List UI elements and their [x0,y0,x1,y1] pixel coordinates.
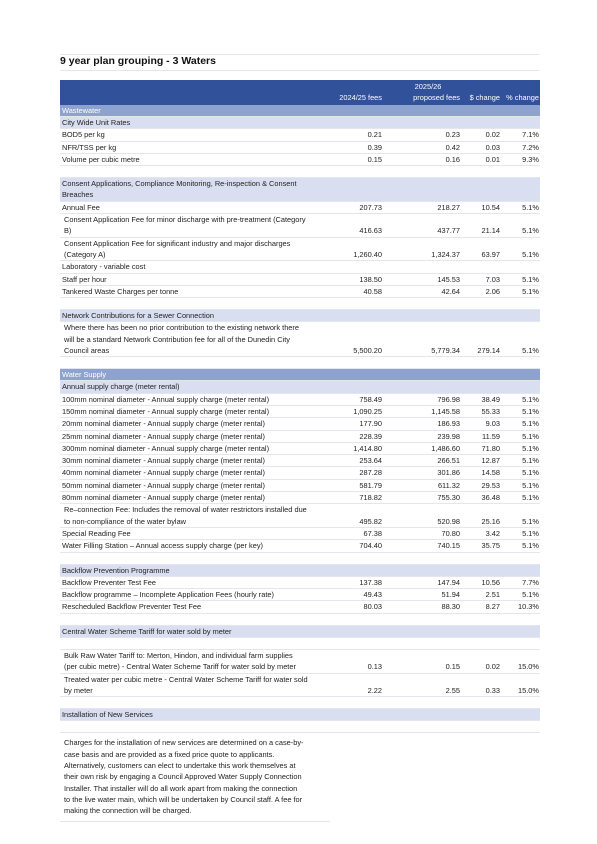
row-description: 30mm nominal diameter - Annual supply charge (meter rental) [62,456,265,466]
row-dollar-change: 0.33 [485,685,500,695]
row-2024-fee: 287.28 [359,468,382,478]
table-row [60,504,540,528]
row-description: Rescheduled Backflow Preventer Test Fee [62,602,202,612]
table-row [60,154,540,166]
subheading-installation: Installation of New Services [60,709,540,721]
page-title: 9 year plan grouping - 3 Waters [60,55,216,67]
row-spacer [60,166,540,178]
table-row [60,492,540,504]
row-dollar-change: 12.87 [481,456,500,466]
row-description-line3: Council areas [64,346,110,356]
table-row [60,480,540,492]
row-dollar-change: 0.02 [485,662,500,672]
row-dollar-change: 279.14 [477,346,500,356]
table-header [60,80,540,105]
row-spacer [60,553,540,565]
table-row [60,274,540,286]
row-2024-fee: 0.15 [367,154,382,164]
row-description [60,650,330,673]
row-percent-change: 7.2% [522,142,539,152]
table-row [60,528,540,540]
row-description: 40mm nominal diameter - Annual supply charge (meter rental) [62,468,265,478]
section-band-water-supply: Water Supply [60,369,540,381]
subheading-consent [60,178,540,202]
row-description: Staff per hour [62,274,107,284]
table-row [60,650,540,674]
row-description-line1: Treated water per cubic metre - Central Water Scheme Tariff for water sold [64,674,308,684]
row-2024-fee: 2.22 [367,685,382,695]
subheading-central-water: Central Water Scheme Tariff for water sold by meter [60,626,540,638]
row-percent-change: 5.1% [522,419,539,429]
row-description: Backflow Preventer Test Fee [62,577,156,587]
row-2025-fee: 0.42 [445,142,460,152]
row-2024-fee: 67.38 [363,528,382,538]
row-percent-change: 5.1% [522,226,539,236]
row-percent-change: 5.1% [522,516,539,526]
row-description: 100mm nominal diameter - Annual supply charge (meter rental) [62,394,270,404]
subheading-annual-supply: Annual supply charge (meter rental) [60,381,540,393]
table-row [60,202,540,214]
row-2025-fee: 218.27 [437,202,460,212]
row-description-line1: Re–connection Fee: Includes the removal of water restrictors installed due [64,505,307,515]
subheading-backflow: Backflow Prevention Programme [60,565,540,577]
row-2024-fee: 253.64 [359,456,382,466]
row-percent-change: 5.1% [522,431,539,441]
row-2024-fee: 177.90 [359,419,382,429]
row-spacer [60,697,540,709]
row-percent-change: 5.1% [522,394,539,404]
row-description: 80mm nominal diameter - Annual supply charge (meter rental) [62,493,265,503]
row-2024-fee: 704.40 [359,541,382,551]
row-percent-change: 5.1% [522,274,539,284]
row-2025-fee: 2.55 [445,685,460,695]
row-2024-fee: 1,260.40 [353,249,382,259]
row-2024-fee: 718.82 [359,493,382,503]
row-description-line1: Where there has been no prior contribution to the existing network there [64,323,299,333]
table-row [60,455,540,467]
table-row [60,129,540,141]
row-description: 20mm nominal diameter - Annual supply charge (meter rental) [62,419,265,429]
row-description [60,674,330,697]
row-2025-fee: 0.23 [445,130,460,140]
row-percent-change: 7.1% [522,130,539,140]
row-2025-fee: 0.16 [445,154,460,164]
subheading-consent-line2: Breaches [62,190,94,200]
row-dollar-change: 0.01 [485,154,500,164]
row-percent-change: 5.1% [522,202,539,212]
row-dollar-change: 35.75 [481,541,500,551]
row-2025-fee: 796.98 [437,394,460,404]
table-row [60,214,540,238]
row-percent-change: 5.1% [522,406,539,416]
row-dollar-change: 63.97 [481,249,500,259]
row-2024-fee: 0.39 [367,142,382,152]
row-percent-change: 15.0% [518,685,539,695]
row-percent-change: 9.3% [522,154,539,164]
row-description-line1: Bulk Raw Water Tariff to: Merton, Hindon, and individual farm supplies [64,650,293,660]
paragraph-line: case basis and are provided as a fixed price quote to applicants. [64,749,275,759]
row-dollar-change: 2.06 [485,286,500,296]
row-percent-change: 5.1% [522,480,539,490]
row-description-line1: Consent Application Fee for significant industry and major discharges [64,238,291,248]
row-description: Special Reading Fee [62,528,131,538]
row-description: Laboratory - variable cost [62,262,146,272]
table-row [60,394,540,406]
row-percent-change: 5.1% [522,286,539,296]
row-description-line2: by meter [64,685,93,695]
row-2025-fee: 0.15 [445,662,460,672]
row-dollar-change: 71.80 [481,443,500,453]
row-2025-fee: 186.93 [437,419,460,429]
row-dollar-change: 7.03 [485,274,500,284]
row-2024-fee: 228.39 [359,431,382,441]
row-description: 50mm nominal diameter - Annual supply charge (meter rental) [62,480,265,490]
row-2025-fee: 611.32 [437,480,460,490]
row-2024-fee: 1,414.80 [353,443,382,453]
row-description: Tankered Waste Charges per tonne [62,286,179,296]
row-2025-fee: 740.15 [437,541,460,551]
row-2025-fee: 51.94 [441,590,460,600]
row-description: Water Filling Station – Annual access supply charge (per key) [62,541,264,551]
table-row [60,286,540,298]
row-dollar-change: 10.56 [481,577,500,587]
table-row [60,589,540,601]
table-row [60,322,540,357]
table-row [60,467,540,479]
row-description: Volume per cubic metre [62,154,140,164]
row-description-line2: (per cubic metre) - Central Water Scheme Tariff for water sold by meter [64,662,296,672]
row-description-line2: (Category A) [64,249,106,259]
row-dollar-change: 0.03 [485,142,500,152]
row-percent-change: 7.7% [522,577,539,587]
table-row [60,577,540,589]
row-dollar-change: 0.02 [485,130,500,140]
header-2025-year: 2025/26 [414,82,442,91]
row-spacer [60,357,540,369]
row-2025-fee: 301.86 [437,468,460,478]
row-2025-fee: 88.30 [441,602,460,612]
row-2025-fee: 266.51 [437,456,460,466]
row-dollar-change: 8.27 [485,602,500,612]
row-spacer [60,614,540,626]
row-percent-change: 15.0% [518,662,539,672]
header-percent-change: % change [506,93,539,102]
row-dollar-change: 2.51 [485,590,500,600]
row-2025-fee: 147.94 [437,577,460,587]
title-bottom-rule [60,70,539,71]
row-2025-fee: 1,486.60 [431,443,460,453]
table-row [60,443,540,455]
row-description: Annual Fee [62,202,100,212]
section-band-wastewater: Wastewater [60,105,540,117]
header-dollar-change: $ change [469,93,500,102]
row-percent-change: 5.1% [522,493,539,503]
row-description-line2: B) [64,226,72,236]
row-dollar-change: 11.59 [482,431,500,441]
row-dollar-change: 55.33 [481,406,500,416]
subheading-unit-rates: City Wide Unit Rates [60,117,540,129]
row-2025-fee: 437.77 [437,226,460,236]
table-row [60,406,540,418]
subheading-consent-line1: Consent Applications, Compliance Monitoring, Re-inspection & Consent [62,179,297,189]
row-description: Backflow programme – Incomplete Application Fees (hourly rate) [62,590,274,600]
header-proposed-fees: proposed fees [413,93,460,102]
row-dollar-change: 9.03 [485,419,500,429]
row-percent-change: 5.1% [522,468,539,478]
row-description: 150mm nominal diameter - Annual supply charge (meter rental) [62,406,270,416]
row-2025-fee: 1,145.58 [431,406,460,416]
row-2025-fee: 42.64 [441,286,460,296]
row-spacer [60,721,540,733]
row-dollar-change: 25.16 [481,516,500,526]
row-description: 300mm nominal diameter - Annual supply charge (meter rental) [62,443,270,453]
row-description [60,238,330,261]
row-description [60,214,330,237]
row-description-line2: to non-compliance of the water bylaw [64,516,187,526]
row-2024-fee: 495.82 [359,516,382,526]
row-2024-fee: 1,090.25 [353,406,382,416]
row-2025-fee: 520.98 [437,516,460,526]
header-2024-fees: 2024/25 fees [339,93,382,102]
row-2024-fee: 138.50 [359,274,382,284]
row-2024-fee: 416.63 [359,226,382,236]
row-description-line2: will be a standard Network Contribution fee for all of the Dunedin City [64,334,290,344]
row-percent-change: 5.1% [522,249,539,259]
row-dollar-change: 10.54 [481,202,500,212]
row-2024-fee: 5,500.20 [353,346,382,356]
row-2024-fee: 207.73 [359,202,382,212]
row-percent-change: 5.1% [522,541,539,551]
row-percent-change: 5.1% [522,346,539,356]
row-percent-change: 5.1% [522,590,539,600]
header-2025-fees [382,81,460,103]
row-2025-fee: 5,779.34 [431,346,460,356]
fees-table [60,80,540,822]
row-spacer [60,638,540,650]
paragraph-line: Alternatively, customers can elect to undertake this work themselves at [64,761,296,771]
table-row [60,601,540,613]
row-2024-fee: 49.43 [363,590,382,600]
row-2024-fee: 40.58 [363,286,382,296]
table-row [60,418,540,430]
row-2024-fee: 0.21 [367,130,382,140]
row-description: 25mm nominal diameter - Annual supply charge (meter rental) [62,431,265,441]
row-2025-fee: 755.30 [437,493,460,503]
row-percent-change: 5.1% [522,456,539,466]
row-2025-fee: 239.98 [437,431,460,441]
subheading-network-contributions: Network Contributions for a Sewer Connection [60,310,540,322]
row-percent-change: 5.1% [522,528,539,538]
row-2024-fee: 758.49 [359,394,382,404]
paragraph-line: Charges for the installation of new services are determined on a case-by- [64,738,304,748]
row-2024-fee: 581.79 [359,480,382,490]
row-dollar-change: 3.42 [485,528,500,538]
row-2025-fee: 145.53 [437,274,460,284]
paragraph-line: making the connection will be charged. [64,806,192,816]
table-row [60,261,540,273]
table-row [60,431,540,443]
table-row [60,674,540,698]
row-description-line1: Consent Application Fee for minor discharge with pre-treatment (Category [64,215,306,225]
row-2024-fee: 137.38 [359,577,382,587]
row-description: NFR/TSS per kg [62,142,117,152]
row-2025-fee: 1,324.37 [431,249,460,259]
table-row [60,142,540,154]
row-description [60,322,330,356]
row-dollar-change: 14.58 [481,468,500,478]
paragraph-line: to the live water main, which will be undertaken by Council staff. A fee for [64,794,303,804]
installation-paragraph [60,733,330,821]
row-dollar-change: 36.48 [481,493,500,503]
row-2024-fee: 0.13 [367,662,382,672]
row-dollar-change: 21.14 [481,226,500,236]
water-supply-rows [60,394,540,505]
table-row [60,238,540,262]
row-2025-fee: 70.80 [441,528,460,538]
row-spacer [60,298,540,310]
row-description: BOD5 per kg [62,130,105,140]
table-row [60,540,540,552]
row-2024-fee: 80.03 [363,602,382,612]
row-description [60,504,330,527]
row-percent-change: 5.1% [522,443,539,453]
row-dollar-change: 29.53 [481,480,500,490]
paragraph-line: Installer. That installer will do all work apart from making the connection [64,783,298,793]
row-dollar-change: 38.49 [481,394,500,404]
paragraph-line: their own risk by engaging a Council Approved Water Supply Connection [64,772,302,782]
row-percent-change: 10.3% [518,602,539,612]
